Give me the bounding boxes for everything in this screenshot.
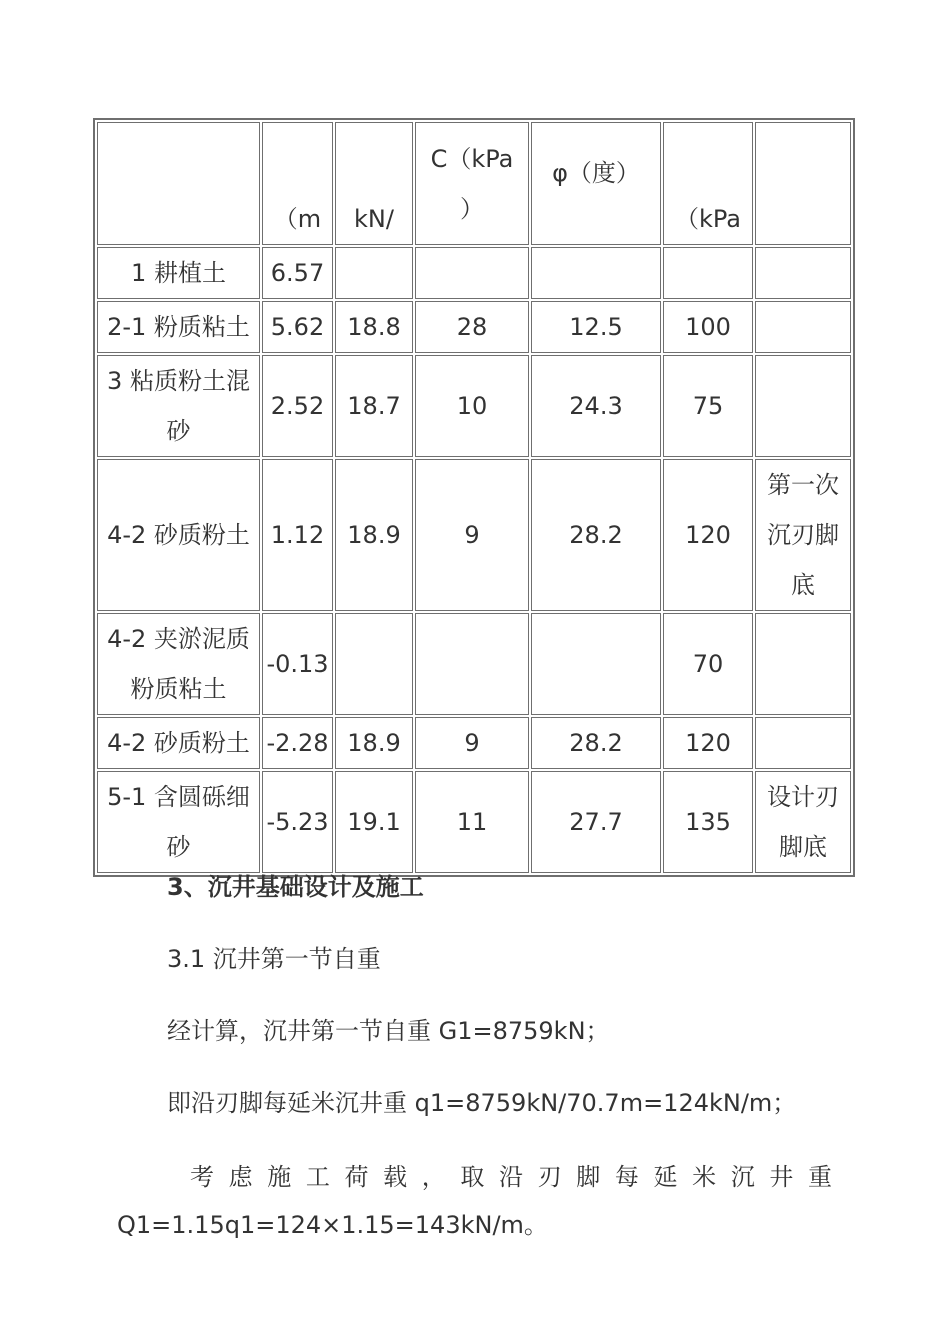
friction-angle-cell: 12.5: [531, 301, 661, 353]
paragraph-construction-load-line2: Q1=1.15q1=124×1.15=143kN/m。: [117, 1211, 548, 1239]
note-cell: [755, 355, 851, 457]
elevation-cell: 6.57: [262, 247, 333, 299]
header-cell-cohesion: C（kPa ）: [415, 122, 529, 245]
header-cell-friction-angle: φ（度）: [531, 122, 661, 245]
unit-weight-cell: 18.9: [335, 717, 413, 769]
soil-name-cell: 1 耕植土: [97, 247, 260, 299]
bearing-cell: 75: [663, 355, 753, 457]
friction-angle-cell: 28.2: [531, 459, 661, 611]
justified-char: 米: [692, 1163, 717, 1191]
note-cell: 设计刃脚底: [755, 771, 851, 873]
elevation-cell: -2.28: [262, 717, 333, 769]
justified-char: 脚: [576, 1163, 601, 1191]
soil-name-cell: 3 粘质粉土混砂: [97, 355, 260, 457]
justified-char: 延: [653, 1163, 678, 1191]
cohesion-cell: [415, 613, 529, 715]
unit-weight-cell: 18.8: [335, 301, 413, 353]
friction-angle-cell: [531, 613, 661, 715]
paragraph-construction-load-line1: [190, 1162, 832, 1192]
bearing-cell: 100: [663, 301, 753, 353]
unit-weight-cell: [335, 613, 413, 715]
friction-angle-cell: 27.7: [531, 771, 661, 873]
justified-char: 工: [305, 1163, 330, 1191]
justified-char: 刃: [537, 1163, 562, 1191]
justified-char: 井: [769, 1163, 794, 1191]
cohesion-cell: 9: [415, 459, 529, 611]
unit-weight-cell: 18.7: [335, 355, 413, 457]
justified-char: 虑: [228, 1163, 253, 1191]
header-cell: [97, 122, 260, 245]
justified-char: 载: [383, 1163, 408, 1191]
cohesion-cell: 10: [415, 355, 529, 457]
note-cell: [755, 301, 851, 353]
justified-char: 取: [460, 1163, 485, 1191]
paragraph-self-weight: 经计算，沉井第一节自重 G1=8759kN；: [167, 1017, 610, 1045]
justified-char: 考: [190, 1163, 214, 1191]
table-row: [97, 613, 851, 715]
justified-char: 每: [614, 1163, 639, 1191]
cohesion-cell: 9: [415, 717, 529, 769]
elevation-cell: 5.62: [262, 301, 333, 353]
bearing-cell: [663, 247, 753, 299]
elevation-cell: -5.23: [262, 771, 333, 873]
header-cell-unit-weight: kN/: [335, 122, 413, 245]
cohesion-cell: [415, 247, 529, 299]
bearing-cell: 120: [663, 717, 753, 769]
soil-name-cell: 2-1 粉质粘土: [97, 301, 260, 353]
soil-name-cell: 4-2 砂质粉土: [97, 717, 260, 769]
unit-weight-cell: 18.9: [335, 459, 413, 611]
elevation-cell: 1.12: [262, 459, 333, 611]
table-header-row: [97, 122, 851, 245]
friction-angle-cell: 24.3: [531, 355, 661, 457]
soil-name-cell: 5-1 含圆砾细砂: [97, 771, 260, 873]
table-row: [97, 355, 851, 457]
header-cell-elevation: （m: [262, 122, 333, 245]
table-row: [97, 717, 851, 769]
soil-parameters-table: [93, 118, 855, 877]
elevation-cell: -0.13: [262, 613, 333, 715]
soil-name-cell: 4-2 砂质粉土: [97, 459, 260, 611]
header-cell-note: [755, 122, 851, 245]
bearing-cell: 70: [663, 613, 753, 715]
cohesion-cell: 28: [415, 301, 529, 353]
note-cell: 第一次沉刃脚底: [755, 459, 851, 611]
justified-char: 荷: [344, 1163, 369, 1191]
section-heading: 3、沉井基础设计及施工: [167, 873, 424, 901]
elevation-cell: 2.52: [262, 355, 333, 457]
unit-weight-cell: 19.1: [335, 771, 413, 873]
bearing-cell: 120: [663, 459, 753, 611]
subsection-heading: 3.1 沉井第一节自重: [167, 945, 381, 973]
friction-angle-cell: 28.2: [531, 717, 661, 769]
table-row: [97, 771, 851, 873]
table-row: [97, 459, 851, 611]
justified-char: 施: [267, 1163, 292, 1191]
header-cell-bearing: （kPa: [663, 122, 753, 245]
friction-angle-cell: [531, 247, 661, 299]
note-cell: [755, 613, 851, 715]
cohesion-cell: 11: [415, 771, 529, 873]
unit-weight-cell: [335, 247, 413, 299]
table-row: [97, 247, 851, 299]
note-cell: [755, 717, 851, 769]
paragraph-per-meter-weight: 即沿刃脚每延米沉井重 q1=8759kN/70.7m=124kN/m；: [167, 1089, 797, 1117]
justified-char: 沉: [730, 1163, 755, 1191]
justified-char: 沿: [499, 1163, 523, 1191]
justified-char: ，: [421, 1163, 446, 1191]
table-row: [97, 301, 851, 353]
justified-char: 重: [808, 1163, 832, 1191]
bearing-cell: 135: [663, 771, 753, 873]
note-cell: [755, 247, 851, 299]
soil-name-cell: 4-2 夹淤泥质粉质粘土: [97, 613, 260, 715]
